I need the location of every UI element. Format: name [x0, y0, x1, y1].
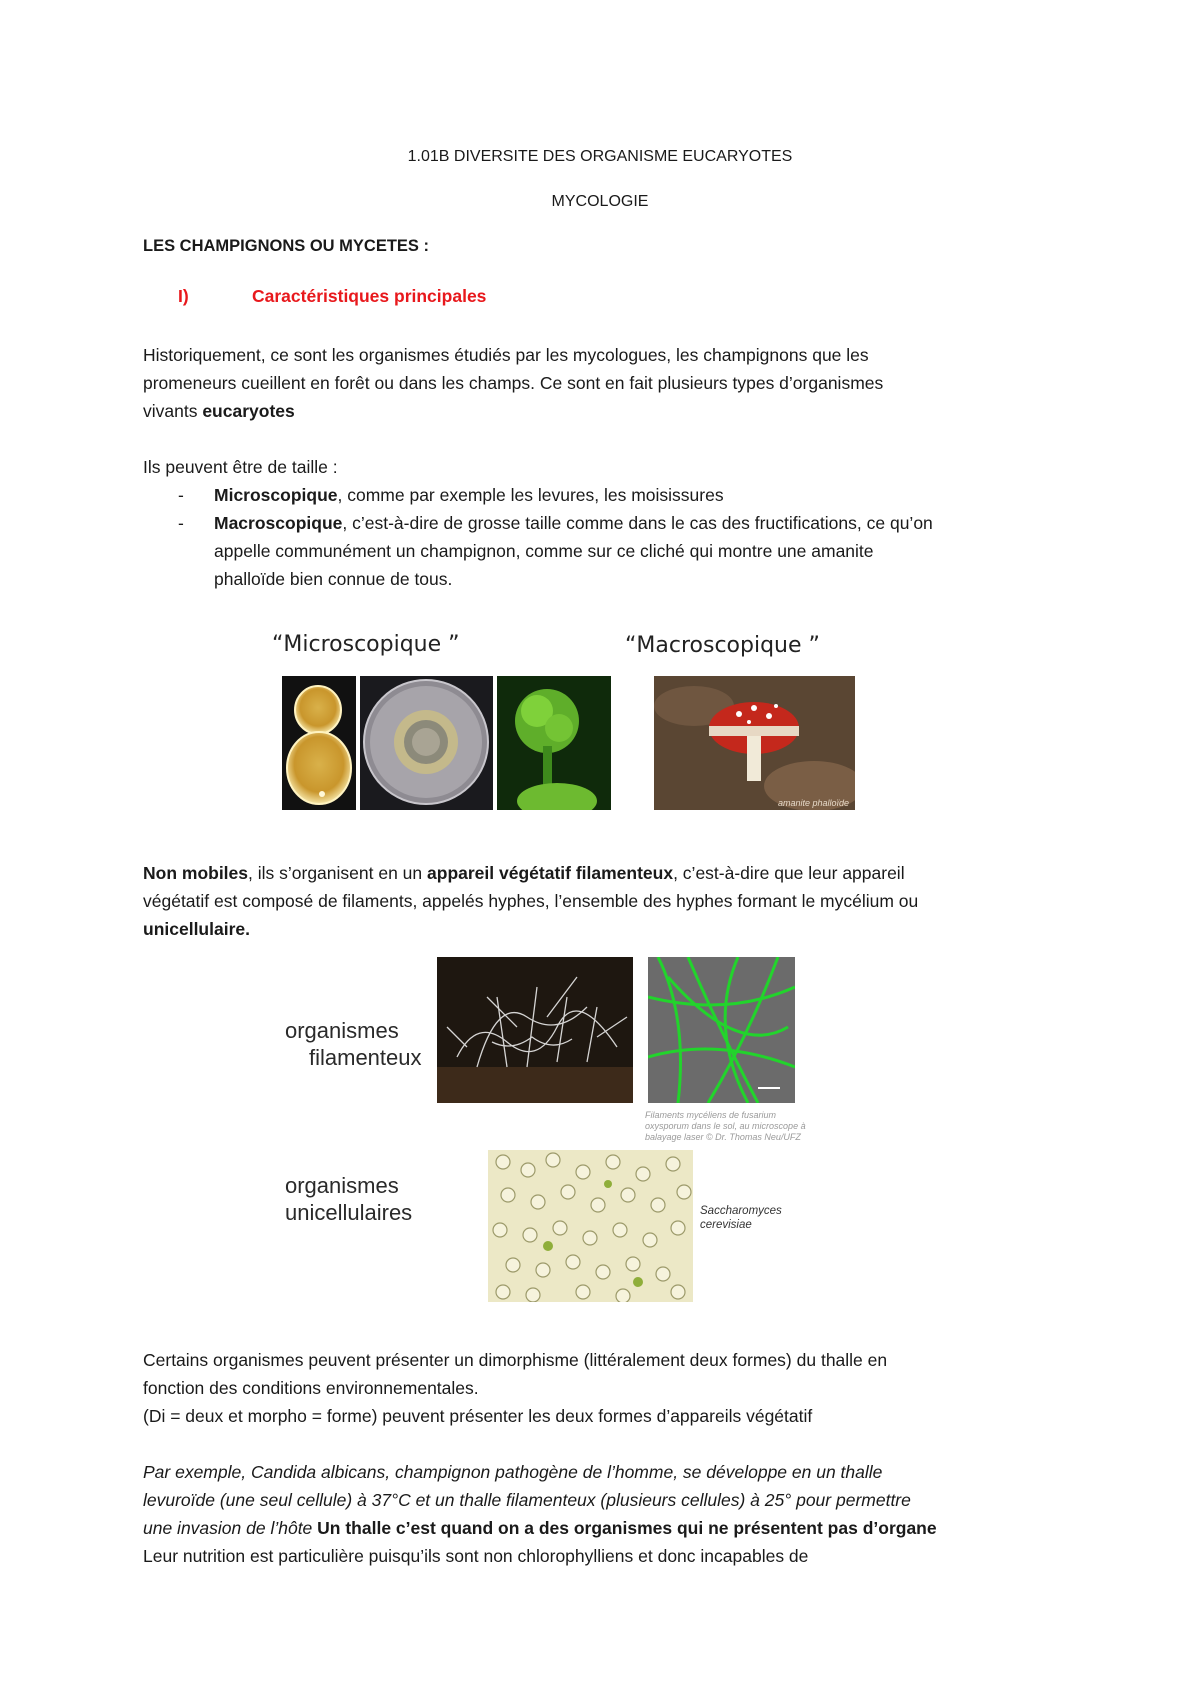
mycelium-photo [437, 957, 633, 1103]
species-label: Saccharomyces cerevisiae [700, 1205, 782, 1231]
label-unicellulaires: organismes unicellulaires [285, 1173, 413, 1225]
size-lead: Ils peuvent être de taille : [143, 457, 338, 477]
list-item: - Microscopique, comme par exemple les levures, les moisissures [178, 485, 724, 505]
part-number: I) [178, 286, 189, 306]
term: appareil végétatif filamenteux [427, 863, 674, 883]
list-item: - Macroscopique, c’est-à-dire de grosse taille comme dans le cas des fructifications, ce qu’on appelle communément un champignon, comme sur ce cliché qui montre une amanite phalloïde bien connue de tous. [178, 513, 933, 589]
subject-title: MYCOLOGIE [551, 193, 649, 210]
intro-line: promeneurs cueillent en forêt ou dans les champs. Ce sont en fait plusieurs types d’organismes [143, 373, 884, 393]
hyphae-caption: Filaments mycéliens de fusarium oxysporum dans le sol, au microscope à balayage laser © Dr. Thomas Neu/UFZ [645, 1110, 806, 1142]
part-title: Caractéristiques principales [252, 286, 487, 306]
photo-credit: amanite phalloïde [777, 798, 849, 808]
petri-dish-photo [360, 676, 493, 810]
intro-line: Historiquement, ce sont les organismes étudiés par les mycologues, les champignons que les [143, 345, 869, 365]
organisation-paragraph: Non mobiles, ils s’organisent en un appareil végétatif filamenteux, c’est-à-dire que leur appareil végétatif est composé de filaments, appelés hyphes, l’ensemble des hyphes formant le mycélium ou unicellulaire. [143, 859, 1063, 943]
section-title: LES CHAMPIGNONS OU MYCETES : [143, 237, 430, 255]
macroscopique-term: Macroscopique [214, 513, 343, 533]
example-paragraph: Par exemple, Candida albicans, champignon pathogène de l’homme, se développe en un thalle levuroïde (une seul cellule) à 37°C et un thalle filamenteux (plusieurs cellules) à 25° pour permettre une invasion de l’hôte Un thalle c’est quand on a des organismes qui ne présentent pas d’organe Leur nutrition est particulière puisqu’ils sont non chlorophylliens et donc incapables de [143, 1462, 937, 1566]
term: unicellulaire. [143, 919, 250, 939]
yeast-cells-photo [488, 1150, 693, 1302]
label-macroscopique: “Macroscopique ” [625, 633, 820, 658]
yeast-cell-photo [282, 676, 356, 810]
dimorphism-paragraph: Certains organismes peuvent présenter un dimorphisme (littéralement deux formes) du thalle en fonction des conditions environnementales. (Di = deux et morpho = forme) peuvent présenter les deux formes d’appareils végétatif [143, 1350, 888, 1426]
label-microscopique: “Microscopique ” [272, 632, 460, 657]
microscopique-term: Microscopique [214, 485, 338, 505]
amanita-photo [654, 676, 855, 810]
intro-paragraph [143, 341, 1063, 425]
thalle-definition: Un thalle c’est quand on a des organismes qui ne présentent pas d’organe [317, 1518, 937, 1538]
course-title: 1.01B DIVERSITE DES ORGANISME EUCARYOTES [407, 148, 793, 165]
label-filamenteux: organismes filamenteux [285, 1018, 422, 1070]
hyphae-microscope-photo [648, 957, 795, 1103]
eucaryotes-term: eucaryotes [202, 401, 295, 421]
aspergillus-photo [497, 676, 611, 810]
intro-line: vivants eucaryotes [143, 401, 295, 421]
term: Non mobiles [143, 863, 249, 883]
